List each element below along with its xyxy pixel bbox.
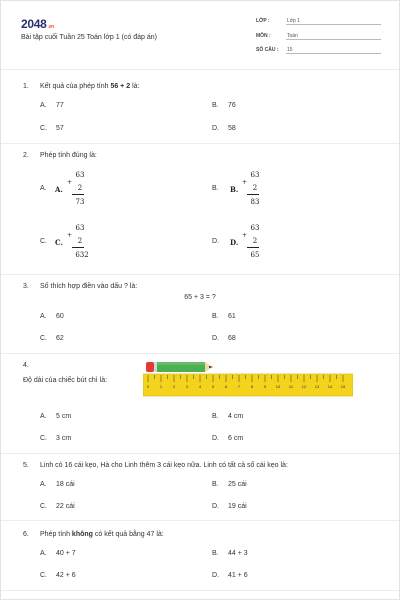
page-title: Bài tập cuối Tuần 25 Toán lớp 1 (có đáp án) xyxy=(21,34,157,41)
option-label: B. xyxy=(230,185,239,194)
class-value: Lớp 1 xyxy=(286,18,381,25)
vertical-addition-c xyxy=(55,224,103,264)
option-a[interactable] xyxy=(40,481,75,488)
ruler-tick-label: 4 xyxy=(198,384,202,389)
option-a[interactable] xyxy=(40,413,71,420)
question-6-stem xyxy=(23,531,164,538)
option-c[interactable] xyxy=(40,572,76,579)
option-text: 25 cái xyxy=(228,481,247,488)
vertical-addition-d xyxy=(230,224,278,264)
option-letter: D. xyxy=(212,335,219,342)
option-letter: B. xyxy=(212,313,219,320)
option-letter: C. xyxy=(40,435,47,442)
ruler-tick-label: 10 xyxy=(275,384,281,389)
option-letter: B. xyxy=(212,102,219,109)
option-a[interactable] xyxy=(40,185,56,192)
ruler-tick-label: 7 xyxy=(237,384,241,389)
option-letter: D. xyxy=(212,435,219,442)
sum-result: 83 xyxy=(250,198,260,206)
option-letter: D. xyxy=(212,572,219,579)
option-letter: A. xyxy=(40,413,47,420)
subject-field xyxy=(256,33,381,39)
ruler-tick-label: 1 xyxy=(159,384,163,389)
sum-result: 65 xyxy=(250,251,260,259)
sum-line xyxy=(247,194,259,195)
addend-top: 63 xyxy=(250,224,260,232)
option-letter: B. xyxy=(212,550,219,557)
option-text: 76 xyxy=(228,102,236,109)
stem-text: Phép tính xyxy=(40,531,72,538)
question-divider xyxy=(1,590,399,591)
addend-top: 63 xyxy=(75,171,85,179)
stem-text: Số thích hợp điền vào dấu ? là: xyxy=(40,283,138,290)
question-number: 3. xyxy=(23,283,29,290)
logo-suffix: .vn xyxy=(47,24,54,30)
option-text: 40 + 7 xyxy=(56,550,76,557)
ruler-tick-label: 9 xyxy=(263,384,267,389)
option-text: 42 + 6 xyxy=(56,572,76,579)
plus-sign: + xyxy=(67,232,73,239)
plus-sign: + xyxy=(67,179,73,186)
option-text: 57 xyxy=(56,125,64,132)
option-text: 68 xyxy=(228,335,236,342)
site-logo[interactable] xyxy=(21,17,54,31)
option-letter: D. xyxy=(212,238,219,245)
ruler-tick-label: 6 xyxy=(224,384,228,389)
question-divider xyxy=(1,520,399,521)
stem-text: Độ dài của chiếc bút chì là: xyxy=(23,377,108,384)
pencil-highlight xyxy=(157,362,205,365)
option-b[interactable] xyxy=(212,481,247,488)
question-number: 6. xyxy=(23,531,29,538)
addend-top: 63 xyxy=(75,224,85,232)
option-letter: C. xyxy=(40,335,47,342)
option-letter: A. xyxy=(40,481,47,488)
option-d[interactable] xyxy=(212,435,243,442)
question-number: 1. xyxy=(23,83,29,90)
count-value: 15 xyxy=(286,47,381,54)
option-d[interactable] xyxy=(212,503,247,510)
option-d[interactable] xyxy=(212,335,236,342)
option-letter: A. xyxy=(40,185,47,192)
pencil-image xyxy=(146,362,213,372)
option-letter: B. xyxy=(212,481,219,488)
option-text: 62 xyxy=(56,335,64,342)
stem-text: Phép tính đúng là: xyxy=(40,152,97,159)
expression: 65 + 3 = ? xyxy=(184,294,216,301)
option-label: D. xyxy=(230,238,239,247)
option-b[interactable] xyxy=(212,185,228,192)
ruler-tick-label: 8 xyxy=(250,384,254,389)
option-a[interactable] xyxy=(40,102,64,109)
ruler-tick-label: 5 xyxy=(211,384,215,389)
option-text: 44 + 3 xyxy=(228,550,248,557)
question-divider xyxy=(1,353,399,354)
sum-line xyxy=(247,247,259,248)
option-letter: C. xyxy=(40,238,47,245)
ruler-tick-label: 14 xyxy=(327,384,333,389)
option-text: 22 cái xyxy=(56,503,75,510)
option-a[interactable] xyxy=(40,313,64,320)
ruler-tick-label: 2 xyxy=(172,384,176,389)
question-divider xyxy=(1,274,399,275)
count-field xyxy=(256,47,381,53)
question-divider xyxy=(1,143,399,144)
option-letter: D. xyxy=(212,503,219,510)
plus-sign: + xyxy=(242,179,248,186)
option-b[interactable] xyxy=(212,313,236,320)
option-text: 58 xyxy=(228,125,236,132)
question-divider xyxy=(1,453,399,454)
option-c[interactable] xyxy=(40,335,64,342)
sum-line xyxy=(72,247,84,248)
option-letter: A. xyxy=(40,550,47,557)
option-letter: C. xyxy=(40,503,47,510)
pencil-eraser xyxy=(146,362,154,372)
option-text: 3 cm xyxy=(56,435,72,442)
option-d[interactable] xyxy=(212,238,228,245)
option-text: 61 xyxy=(228,313,236,320)
pencil-ruler-figure xyxy=(143,360,353,398)
question-1-stem xyxy=(23,83,139,90)
stem-text: Kết quả của phép tính xyxy=(40,83,111,90)
ruler-tick-label: 13 xyxy=(314,384,320,389)
option-label: A. xyxy=(55,185,63,194)
option-label: C. xyxy=(55,238,63,247)
vertical-addition-a xyxy=(55,171,103,211)
stem-text: Linh có 16 cái kẹo, Hà cho Linh thêm 3 cái kẹo nữa. Linh có tất cả số cái kẹo là: xyxy=(40,462,288,469)
option-text: 5 cm xyxy=(56,413,72,420)
stem-text: có kết quả bằng 47 là: xyxy=(92,531,164,538)
option-c[interactable] xyxy=(40,238,56,245)
option-text: 18 cái xyxy=(56,481,75,488)
sum-line xyxy=(72,194,84,195)
option-letter: C. xyxy=(40,125,47,132)
question-number: 2. xyxy=(23,152,29,159)
count-label: SỐ CÂU : xyxy=(256,47,279,53)
option-d[interactable] xyxy=(212,572,248,579)
class-field xyxy=(256,18,381,24)
ruler-tick-label: 3 xyxy=(185,384,189,389)
question-4-stem xyxy=(23,377,107,384)
option-letter: A. xyxy=(40,313,47,320)
question-5-stem xyxy=(23,462,288,469)
ruler-tick-label: 11 xyxy=(288,384,294,389)
logo-text: 2048 xyxy=(21,17,47,31)
option-c[interactable] xyxy=(40,125,64,132)
option-text: 19 cái xyxy=(228,503,247,510)
option-d[interactable] xyxy=(212,125,236,132)
plus-sign: + xyxy=(242,232,248,239)
question-4-number xyxy=(23,362,40,369)
option-c[interactable] xyxy=(40,503,75,510)
option-b[interactable] xyxy=(212,413,243,420)
option-letter: B. xyxy=(212,413,219,420)
question-2-stem xyxy=(23,152,97,159)
question-number: 5. xyxy=(23,462,29,469)
question-number: 4. xyxy=(23,362,29,369)
ruler-tick-label: 0 xyxy=(146,384,150,389)
addend-top: 63 xyxy=(250,171,260,179)
option-a[interactable] xyxy=(40,550,76,557)
option-b[interactable] xyxy=(212,102,236,109)
addend-bottom: 2 xyxy=(77,237,83,245)
sum-result: 632 xyxy=(75,251,89,259)
vertical-addition-b xyxy=(230,171,278,211)
addend-bottom: 2 xyxy=(77,184,83,192)
class-label: LỚP : xyxy=(256,18,270,24)
option-c[interactable] xyxy=(40,435,71,442)
addend-bottom: 2 xyxy=(252,237,258,245)
subject-value: Toán xyxy=(286,33,381,40)
option-text: 6 cm xyxy=(228,435,244,442)
question-3-stem xyxy=(23,283,137,290)
option-letter: A. xyxy=(40,102,47,109)
ruler-tick-label: 15 xyxy=(340,384,346,389)
option-letter: B. xyxy=(212,185,219,192)
option-text: 77 xyxy=(56,102,64,109)
stem-text: là: xyxy=(130,83,140,90)
header-divider xyxy=(1,69,399,70)
subject-label: MÔN : xyxy=(256,33,271,39)
pencil-ferrule xyxy=(154,362,157,372)
option-text: 60 xyxy=(56,313,64,320)
addend-bottom: 2 xyxy=(252,184,258,192)
stem-bold: không xyxy=(71,531,93,538)
option-b[interactable] xyxy=(212,550,248,557)
option-letter: C. xyxy=(40,572,47,579)
option-text: 4 cm xyxy=(228,413,244,420)
stem-bold: 56 + 2 xyxy=(110,83,131,90)
option-letter: D. xyxy=(212,125,219,132)
ruler-tick-label: 12 xyxy=(301,384,307,389)
option-text: 41 + 6 xyxy=(228,572,248,579)
sum-result: 73 xyxy=(75,198,85,206)
